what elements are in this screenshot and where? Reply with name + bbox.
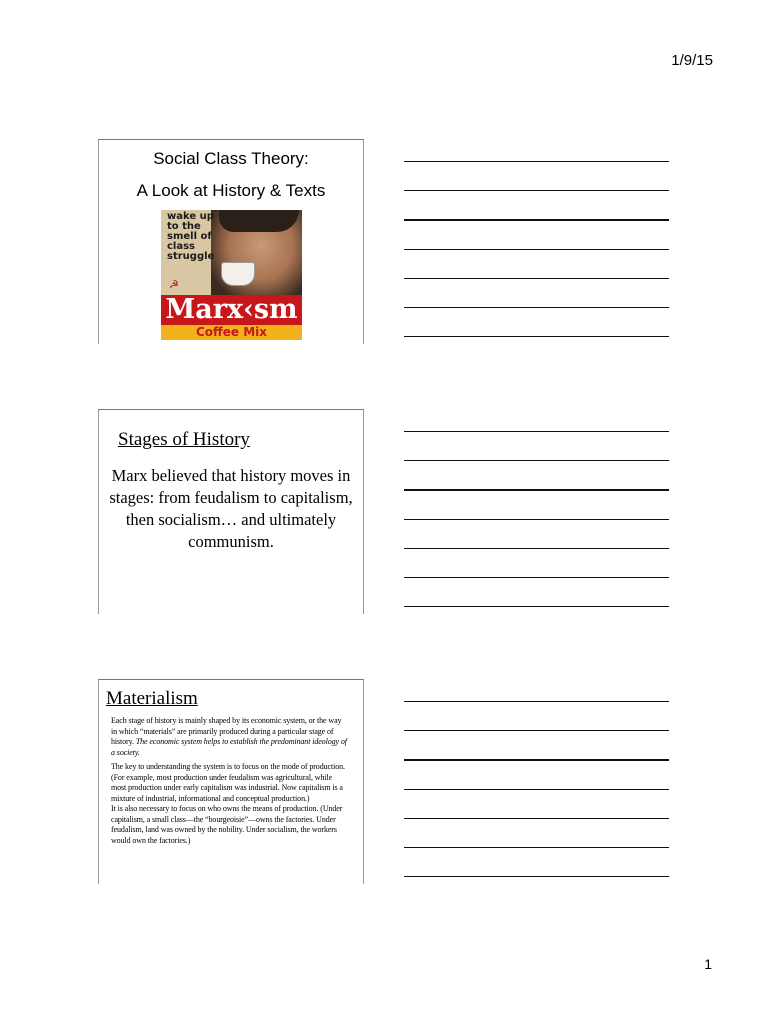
note-line [404, 219, 669, 221]
note-line [404, 847, 669, 848]
note-line [404, 701, 669, 702]
note-line [404, 789, 669, 790]
p1-text: Each stage of history is mainly shaped by its economic system, or the way in which “materials” are primarily produced during a particular stage of history. [111, 716, 342, 746]
slide-2 [98, 409, 364, 614]
coffee-cup-icon [221, 262, 255, 286]
note-line [404, 577, 669, 578]
poster-brand: Marx‹sm [165, 294, 298, 325]
slide-1-title: Social Class Theory: [153, 149, 309, 168]
slide-3 [98, 679, 364, 884]
slide-3-body [111, 716, 349, 846]
hammer-sickle-icon: ☭ [169, 279, 179, 291]
note-line [404, 730, 669, 731]
note-line [404, 431, 669, 432]
slide-1 [98, 139, 364, 344]
slide-2-body: Marx believed that history moves in stages: from feudalism to capitalism, then socialism… and ultimately communism. [109, 466, 353, 551]
slide-2-title: Stages of History [118, 429, 250, 450]
note-line [404, 876, 669, 877]
note-line [404, 307, 669, 308]
note-line [404, 460, 669, 461]
note-line [404, 249, 669, 250]
poster-product: Coffee Mix [161, 325, 302, 340]
materialism-paragraph-1 [111, 716, 349, 758]
note-line [404, 161, 669, 162]
poster-slogan: wake up to the smell of class struggle [167, 211, 215, 262]
materialism-paragraph-2: The key to understanding the system is to focus on the mode of production. (For example, most production under feudalism was agricultural, while most production under early capitalism was industrial. Now capitalism is a mixture of industrial, informational and conceptual production.) [111, 762, 345, 803]
page-number: 1 [704, 956, 712, 972]
print-date: 1/9/15 [671, 52, 713, 69]
note-line [404, 489, 669, 491]
note-line [404, 818, 669, 819]
note-line [404, 336, 669, 337]
note-line [404, 190, 669, 191]
note-line [404, 548, 669, 549]
slide-1-subtitle: A Look at History & Texts [136, 181, 326, 200]
note-line [404, 278, 669, 279]
note-line [404, 606, 669, 607]
note-line [404, 519, 669, 520]
hair-shape [219, 210, 299, 232]
p1-italic-text: The economic system helps to establish the predominant ideology of a society. [111, 737, 347, 757]
marxism-coffee-image [161, 210, 302, 340]
slide-3-title: Materialism [106, 688, 198, 709]
note-line [404, 759, 669, 761]
materialism-paragraph-3: It is also necessary to focus on who owns the means of production. (Under capitalism, a small class—the “bourgeoisie”—owns the factories. Under feudalism, land was owned by the nobility. Under socialism, the workers would own the factories.) [111, 804, 343, 845]
